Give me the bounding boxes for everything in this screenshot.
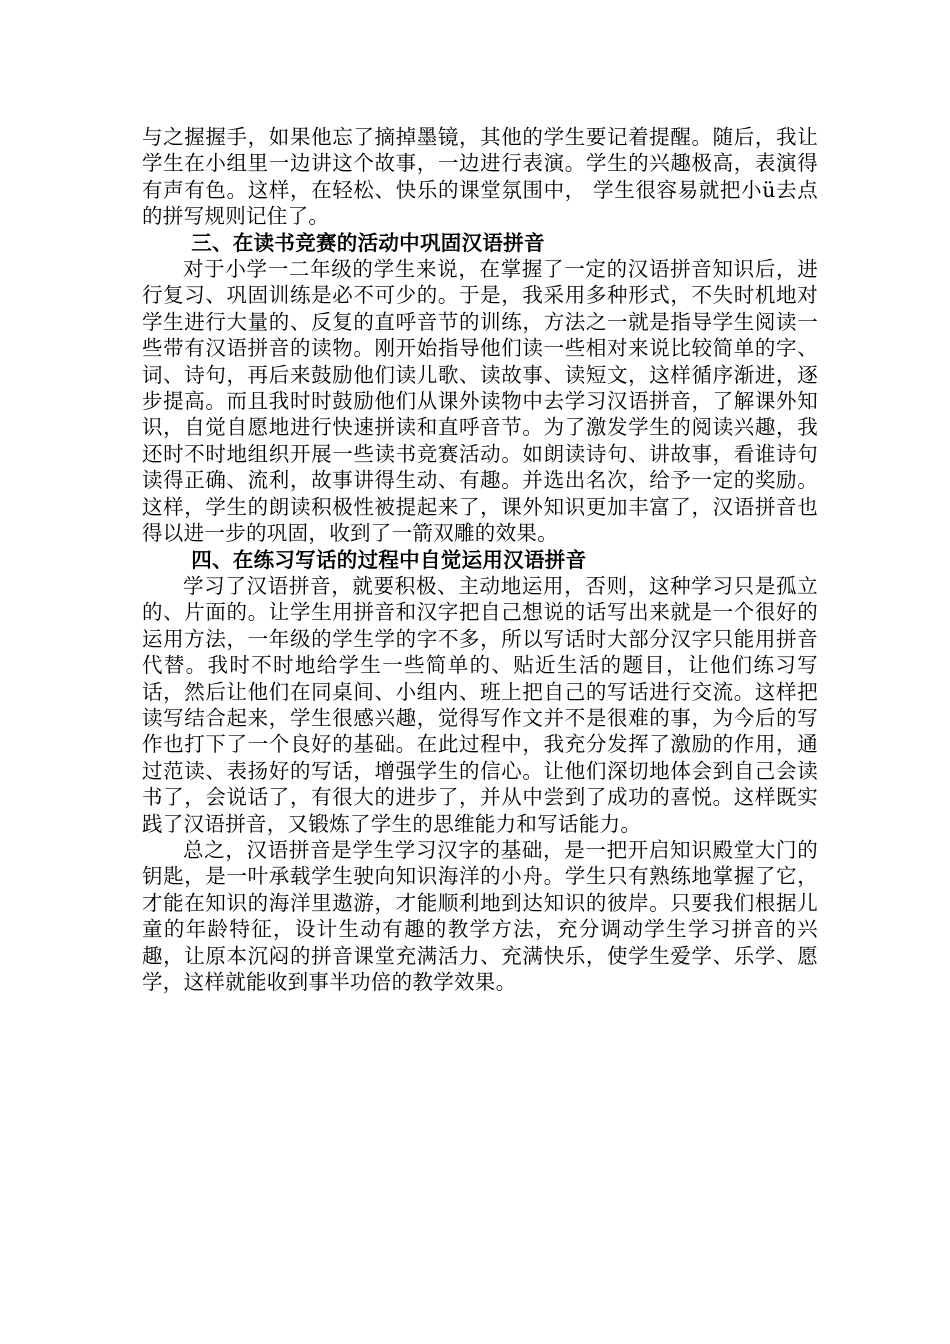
- section-heading-3: 三、在读书竞赛的活动中巩固汉语拼音: [191, 230, 545, 255]
- paragraph-section-3: 对于小学一二年级的学生来说，在掌握了一定的汉语拼音知识后，进行复习、巩固训练是必不可少的。于是，我采用多种形式，不失时机地对学生进行大量的、反复的直呼音节的训练，方法之一就是指导学生阅读一些带有汉语拼音的读物。刚开始指导他们读一些相对来说比较简单的字、词、诗句，再后来鼓励他们读儿歌、读故事、读短文，这样循序渐进，逐步提高。而且我时时鼓励他们从课外读物中去学习汉语拼音，了解课外知识，自觉自愿地进行快速拼读和直呼音节。为了激发学生的阅读兴趣，我还时不时地组织开展一些读书竞赛活动。如朗读诗句、讲故事，看谁诗句读得正确、流利，故事讲得生动、有趣。并选出名次，给予一定的奖励。这样，学生的朗读积极性被提起来了，课外知识更加丰富了，汉语拼音也得以进一步的巩固，收到了一箭双雕的效果。: [142, 257, 818, 546]
- paragraph-conclusion: 总之，汉语拼音是学生学习汉字的基础，是一把开启知识殿堂大门的钥匙，是一叶承载学生驶向知识海洋的小舟。学生只有熟练地掌握了它，才能在知识的海洋里遨游，才能顺利地到达知识的彼岸。只要我们根据儿童的年龄特征，设计生动有趣的教学方法，充分调动学生学习拼音的兴趣，让原本沉闷的拼音课堂充满活力、充满快乐，使学生爱学、乐学、愿学，这样就能收到事半功倍的教学效果。: [142, 837, 818, 994]
- section-heading-4: 四、在练习写话的过程中自觉运用汉语拼音: [191, 547, 587, 572]
- document-page: [142, 124, 818, 995]
- paragraph-continued: 与之握握手，如果他忘了摘掉墨镜，其他的学生要记着提醒。随后，我让学生在小组里一边讲这个故事，一边进行表演。学生的兴趣极高，表演得有声有色。这样，在轻松、快乐的课堂氛围中， 学生很容易就把小ü去点的拼写规则记住了。: [142, 125, 818, 229]
- paragraph-section-4: 学习了汉语拼音，就要积极、主动地运用，否则，这种学习只是孤立的、片面的。让学生用拼音和汉字把自己想说的话写出来就是一个很好的运用方法，一年级的学生学的字不多，所以写话时大部分汉字只能用拼音代替。我时不时地给学生一些简单的、贴近生活的题目，让他们练习写话，然后让他们在同桌间、小组内、班上把自己的写话进行交流。这样把读写结合起来，学生很感兴趣，觉得写作文并不是很难的事，为今后的写作也打下了一个良好的基础。在此过程中，我充分发挥了激励的作用，通过范读、表扬好的写话，增强学生的信心。让他们深切地体会到自己会读书了，会说话了，有很大的进步了，并从中尝到了成功的喜悦。这样既实践了汉语拼音，又锻炼了学生的思维能力和写话能力。: [142, 573, 818, 836]
